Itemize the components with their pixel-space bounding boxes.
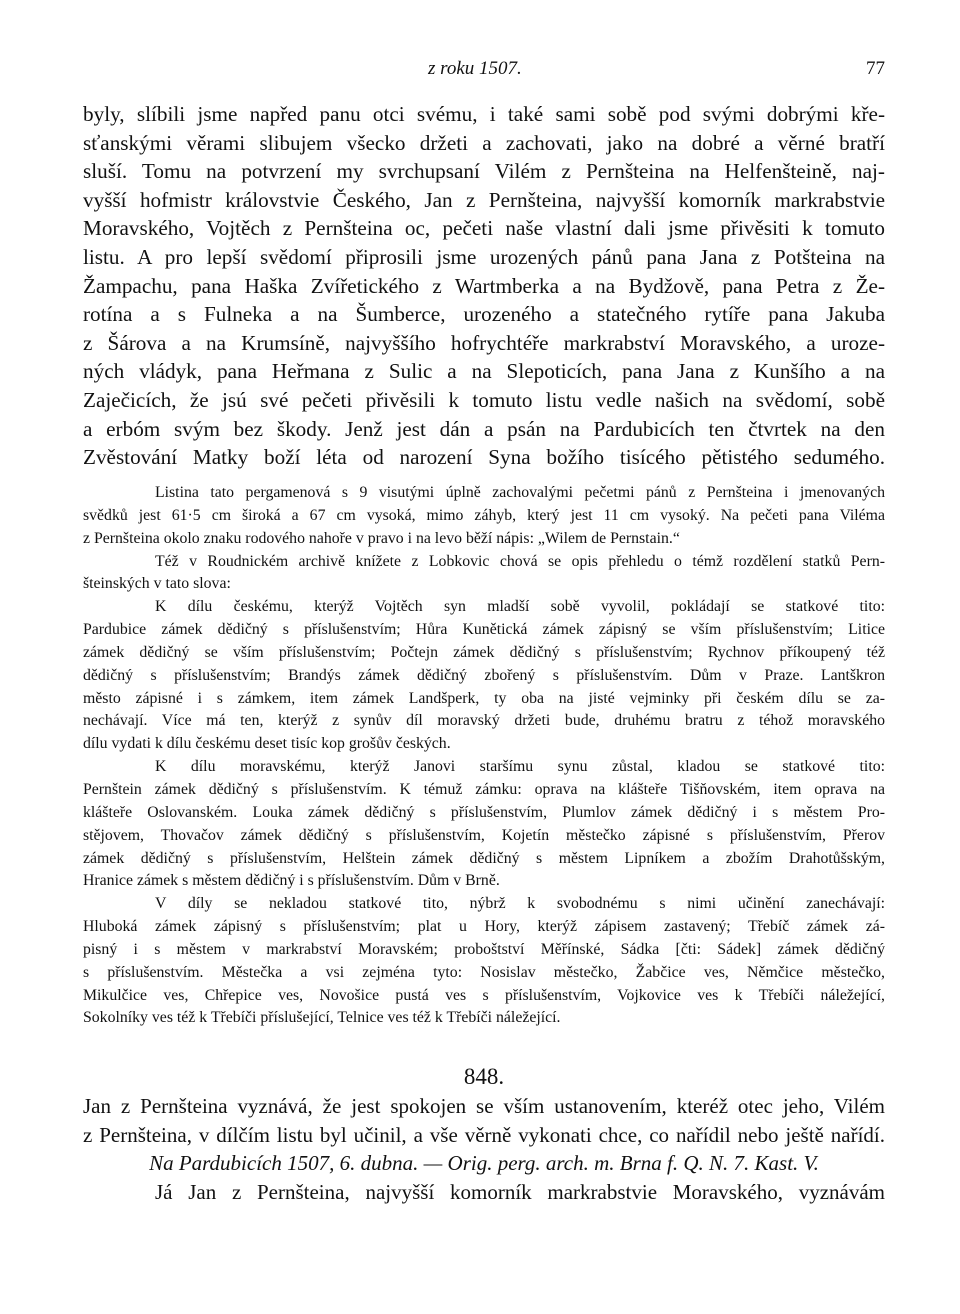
note-line: Listina tato pergamenová s 9 visutými úplně zachovalými pečetmi pánů z Pernšteina i jmenovaných — [155, 484, 885, 501]
text-line: sťanskými věrami slibujem všecko držeti a zachovati, jako na dobré a věrné bratří — [83, 130, 885, 155]
note-line: dílu vydati k dílu českému deset tisíc kop grošův českých. — [83, 735, 451, 753]
document-number-block — [83, 1062, 885, 1092]
document-number: 848. — [463, 1064, 505, 1089]
note-line: Též v Roudnickém archivě knížete z Lobkovic chová se opis přehledu o témž rozdělení statků Pern- — [155, 552, 885, 570]
regest-line: Jan z Pernšteina vyznává, že jest spokojen se vším ustanovením, kteréž otec jeho, Vilém — [83, 1094, 885, 1118]
text-line: byly, slíbili jsme napřed panu otci svému, i také sami sobě pod svými dobrými kře- — [83, 102, 885, 126]
text-line: Zvěstování Matky boží léta od narození Syna božího tisícého pětistého sedumého. — [83, 445, 885, 470]
text-line: z Šárova a na Krumsíně, najvyššího hofrychtéře markrabství Moravského, a uroze- — [83, 330, 885, 355]
text-line: Moravského, Vojtěch z Pernšteina oc, pečeti naše vlastní dali jsme přivěsiti k tomuto — [83, 216, 885, 241]
note-line: stějovem, Thovačov zámek dědičný s příslušenstvím, Kojetín městečko zápisné s příslušenstvím, Přerov — [83, 826, 885, 844]
text-line: ných vládyk, pana Heřmana z Sulic a na Slepoticích, pana Jana z Kunšího a na — [83, 359, 885, 384]
text-line: listu. A pro lepší svědomí připrosili jsme urozených pánů pana Jana z Potšteina na — [83, 244, 885, 269]
note-line: Hluboká zámek zápisný s příslušenstvím; plat u Hory, kterýž zápisem zastavený; Třebíč zámek zá- — [83, 918, 885, 936]
text-start-line: Já Jan z Pernšteina, najvyšší komorník markrabstvie Moravského, vyznávám — [155, 1179, 885, 1204]
note-line: V díly se nekladou statkové tito, nýbrž k svobodnému s nimi učinění zanechávají: — [155, 895, 885, 913]
text-line: Zaječicích, že jsú své pečeti přivěsili k tomuto listu vedle našich na svědomí, sobě — [83, 387, 885, 412]
text-line: sluší. Tomu na potvrzení my svrchupsaní Vilém z Pernšteina na Helfenšteině, naj- — [83, 159, 885, 184]
note-line: zámek dědičný s příslušenstvím, Helštein zámek dědičný s městem Lipníkem a zbožím Drahotůšským, — [83, 849, 885, 867]
note-line: šteinských v tato slova: — [83, 575, 231, 593]
note-line: Mikulčice ves, Chřepice ves, Novošice pustá ves s příslušenstvím, Vojkovice ves k Třebíči náležející, — [83, 986, 885, 1004]
note-line: Sokolníky ves též k Třebíči příslušející, Telnice ves též k Třebíči náležející. — [83, 1009, 561, 1027]
note-line: z Pernšteina okolo znaku rodového nahoře v pravo i na levo běží nápis: „Wilem de Pernstain.“ — [83, 529, 680, 547]
text-line: rotína a s Fulneka a na Šumberce, urozeného a statečného rytíře pana Jakuba — [83, 302, 885, 327]
note-line: Pernštein zámek dědičný s příslušenstvím. K témuž zámku: oprava na klášteře Tišňovském, item oprava na — [83, 780, 885, 798]
regest-line: z Pernšteina, v dílčím listu byl učinil, a vše věrně vykonati chce, co nařídil nebo ještě nařídí. — [83, 1122, 885, 1147]
note-line: s příslušenstvím. Městečka a vsi zejména tyto: Nosislav městečko, Žabčice ves, Němčice městečko, — [83, 963, 885, 981]
note-line: K dílu moravskému, kterýž Janovi staršímu synu zůstal, kladou se statkové tito: — [155, 758, 885, 776]
note-line: zámek dědičný se vším příslušenstvím; Počtejn zámek dědičný s příslušenstvím; Rychnov příkoupený též — [83, 643, 885, 661]
page-number: 77 — [866, 58, 885, 79]
regest — [83, 1092, 885, 1206]
note-line: nechávají. Více má ten, kterýž z synův díl moravský držeti bude, druhému bratru z téhož moravského — [83, 712, 885, 730]
running-title: z roku 1507. — [428, 58, 522, 79]
text-line: vyšší hofmistr královstvie Českého, Jan z Pernšteina, najvyšší komorník markrabstvie — [83, 187, 885, 212]
commentary-notes — [83, 482, 885, 1030]
dating-line: Na Pardubicích 1507, 6. dubna. — Orig. perg. arch. m. Brna f. Q. N. 7. Kast. V. — [149, 1151, 819, 1176]
note-line: klášteře Oslovanském. Louka zámek dědičný s příslušenstvím, Plumlov zámek dědičný i s městem Pro- — [83, 803, 885, 821]
text-line: a erbóm svým bez škody. Jenž jest dán a psán na Pardubicích ten čtvrtek na den — [83, 416, 885, 441]
note-line: pisný i s městem v markrabství Moravském; proboštství Měřínské, Sádka [čti: Sádek] zámek dědičný — [83, 940, 885, 958]
note-line: dědičný s příslušenstvím; Brandýs zámek dědičný zbořený s příslušenstvím. Dům v Praze. Lantškron — [83, 666, 885, 684]
page-header — [83, 58, 885, 88]
note-line: K dílu českému, kterýž Vojtěch syn mladší sobě vyvolil, pokládají se statkové tito: — [155, 598, 885, 616]
note-line: svědků jest 61·5 cm široká a 67 cm vysoká, mimo záhyb, který jest 11 cm vysoký. Na pečeti pana Viléma — [83, 506, 885, 524]
note-line: Pardubice zámek dědičný s příslušenstvím; Hůra Kunětická zámek zápisný se vším příslušenstvím; Litice — [83, 621, 885, 639]
note-line: Hranice zámek s městem dědičný i s příslušenstvím. Dům v Brně. — [83, 872, 500, 890]
text-line: Žampachu, pana Haška Zvířetického z Wartmberka a na Bydžově, pana Petra z Že- — [83, 273, 885, 298]
note-line: město zápisné i s zámkem, item zámek Landšperk, ty oba na jisté vejminky při českém dílu se za- — [83, 689, 885, 707]
main-text — [83, 100, 885, 472]
